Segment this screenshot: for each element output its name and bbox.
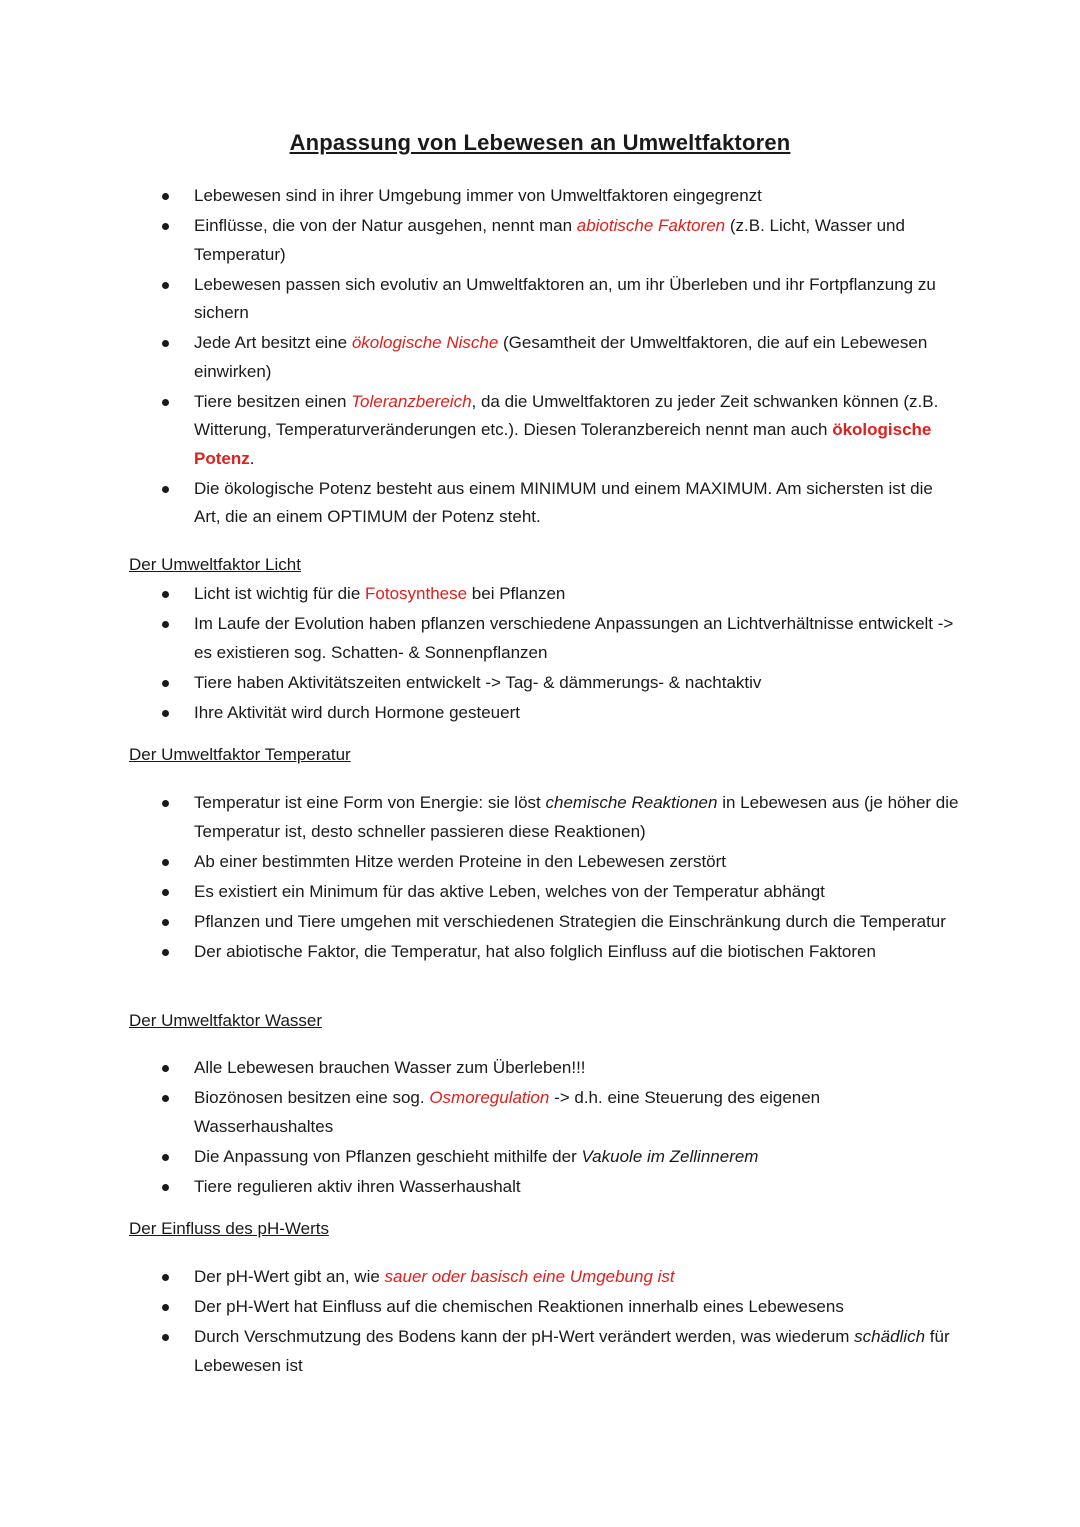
list-item: Ihre Aktivität wird durch Hormone gesteuert: [0, 699, 1080, 728]
section-heading-temperatur: Der Umweltfaktor Temperatur: [129, 745, 351, 764]
temperatur-list: [0, 789, 1080, 968]
ph-list: [0, 1263, 1080, 1382]
list-item: Alle Lebewesen brauchen Wasser zum Überleben!!!: [0, 1054, 1080, 1083]
list-item: Einflüsse, die von der Natur ausgehen, nennt man abiotische Faktoren (z.B. Licht, Wasser und Temperatur): [0, 212, 1080, 269]
emphasis-term: chemische Reaktionen: [545, 793, 718, 812]
highlight-term: Toleranzbereich: [351, 391, 472, 411]
highlight-term: Fotosynthese: [365, 584, 468, 603]
highlight-term: abiotische Faktoren: [576, 216, 726, 235]
intro-list: [0, 182, 1080, 533]
list-item: Lebewesen passen sich evolutiv an Umweltfaktoren an, um ihr Überleben und ihr Fortpflanzung zu sichern: [0, 271, 1080, 328]
list-item: Temperatur ist eine Form von Energie: sie löst chemische Reaktionen in Lebewesen aus (je höher die Temperatur ist, desto schneller passieren diese Reaktionen): [0, 789, 1080, 846]
list-item: Tiere besitzen einen Toleranzbereich, da die Umweltfaktoren zu jeder Zeit schwanken können (z.B. Witterung, Temperaturveränderungen etc.). Diesen Toleranzbereich nennt man auch ökologische Potenz.: [0, 388, 1080, 474]
list-item: Tiere regulieren aktiv ihren Wasserhaushalt: [0, 1173, 1080, 1202]
list-item: Jede Art besitzt eine ökologische Nische (Gesamtheit der Umweltfaktoren, die auf ein Lebewesen einwirken): [0, 329, 1080, 386]
list-item: Pflanzen und Tiere umgehen mit verschiedenen Strategien die Einschränkung durch die Temperatur: [0, 908, 1080, 937]
list-item: Der abiotische Faktor, die Temperatur, hat also folglich Einfluss auf die biotischen Faktoren: [0, 938, 1080, 967]
list-item: Im Laufe der Evolution haben pflanzen verschiedene Anpassungen an Lichtverhältnisse entwickelt -> es existieren sog. Schatten- & Sonnenpflanzen: [0, 610, 1080, 667]
licht-list: [0, 580, 1080, 729]
list-item: Der pH-Wert gibt an, wie sauer oder basisch eine Umgebung ist: [0, 1263, 1080, 1292]
highlight-term: sauer oder basisch eine Umgebung ist: [384, 1267, 675, 1286]
list-item: Licht ist wichtig für die Fotosynthese bei Pflanzen: [0, 580, 1080, 609]
section-heading-ph: Der Einfluss des pH-Werts: [129, 1219, 329, 1238]
list-item: Die ökologische Potenz besteht aus einem MINIMUM und einem MAXIMUM. Am sichersten ist die Art, die an einem OPTIMUM der Potenz steht.: [0, 475, 1080, 532]
highlight-term: ökologische Nische: [351, 333, 499, 352]
list-item: Biozönosen besitzen eine sog. Osmoregulation -> d.h. eine Steuerung des eigenen Wasserhaushaltes: [0, 1084, 1080, 1141]
page-title: Anpassung von Lebewesen an Umweltfaktoren: [289, 130, 791, 155]
list-item: Lebewesen sind in ihrer Umgebung immer von Umweltfaktoren eingegrenzt: [0, 182, 1080, 211]
list-item: Der pH-Wert hat Einfluss auf die chemischen Reaktionen innerhalb eines Lebewesens: [0, 1293, 1080, 1322]
list-item: Tiere haben Aktivitätszeiten entwickelt -> Tag- & dämmerungs- & nachtaktiv: [0, 669, 1080, 698]
section-heading-licht: Der Umweltfaktor Licht: [129, 555, 301, 574]
section-heading-wasser: Der Umweltfaktor Wasser: [129, 1011, 323, 1030]
emphasis-term: schädlich: [854, 1327, 926, 1346]
wasser-list: [0, 1054, 1080, 1203]
list-item: Ab einer bestimmten Hitze werden Proteine in den Lebewesen zerstört: [0, 848, 1080, 877]
list-item: Die Anpassung von Pflanzen geschieht mithilfe der Vakuole im Zellinnerem: [0, 1143, 1080, 1172]
highlight-term: ökologische Potenz: [194, 420, 932, 468]
emphasis-term: Vakuole im Zellinnerem: [581, 1146, 759, 1166]
list-item: Durch Verschmutzung des Bodens kann der pH-Wert verändert werden, was wiederum schädlich für Lebewesen ist: [0, 1323, 1080, 1380]
list-item: Es existiert ein Minimum für das aktive Leben, welches von der Temperatur abhängt: [0, 878, 1080, 907]
highlight-term: Osmoregulation: [429, 1088, 550, 1107]
